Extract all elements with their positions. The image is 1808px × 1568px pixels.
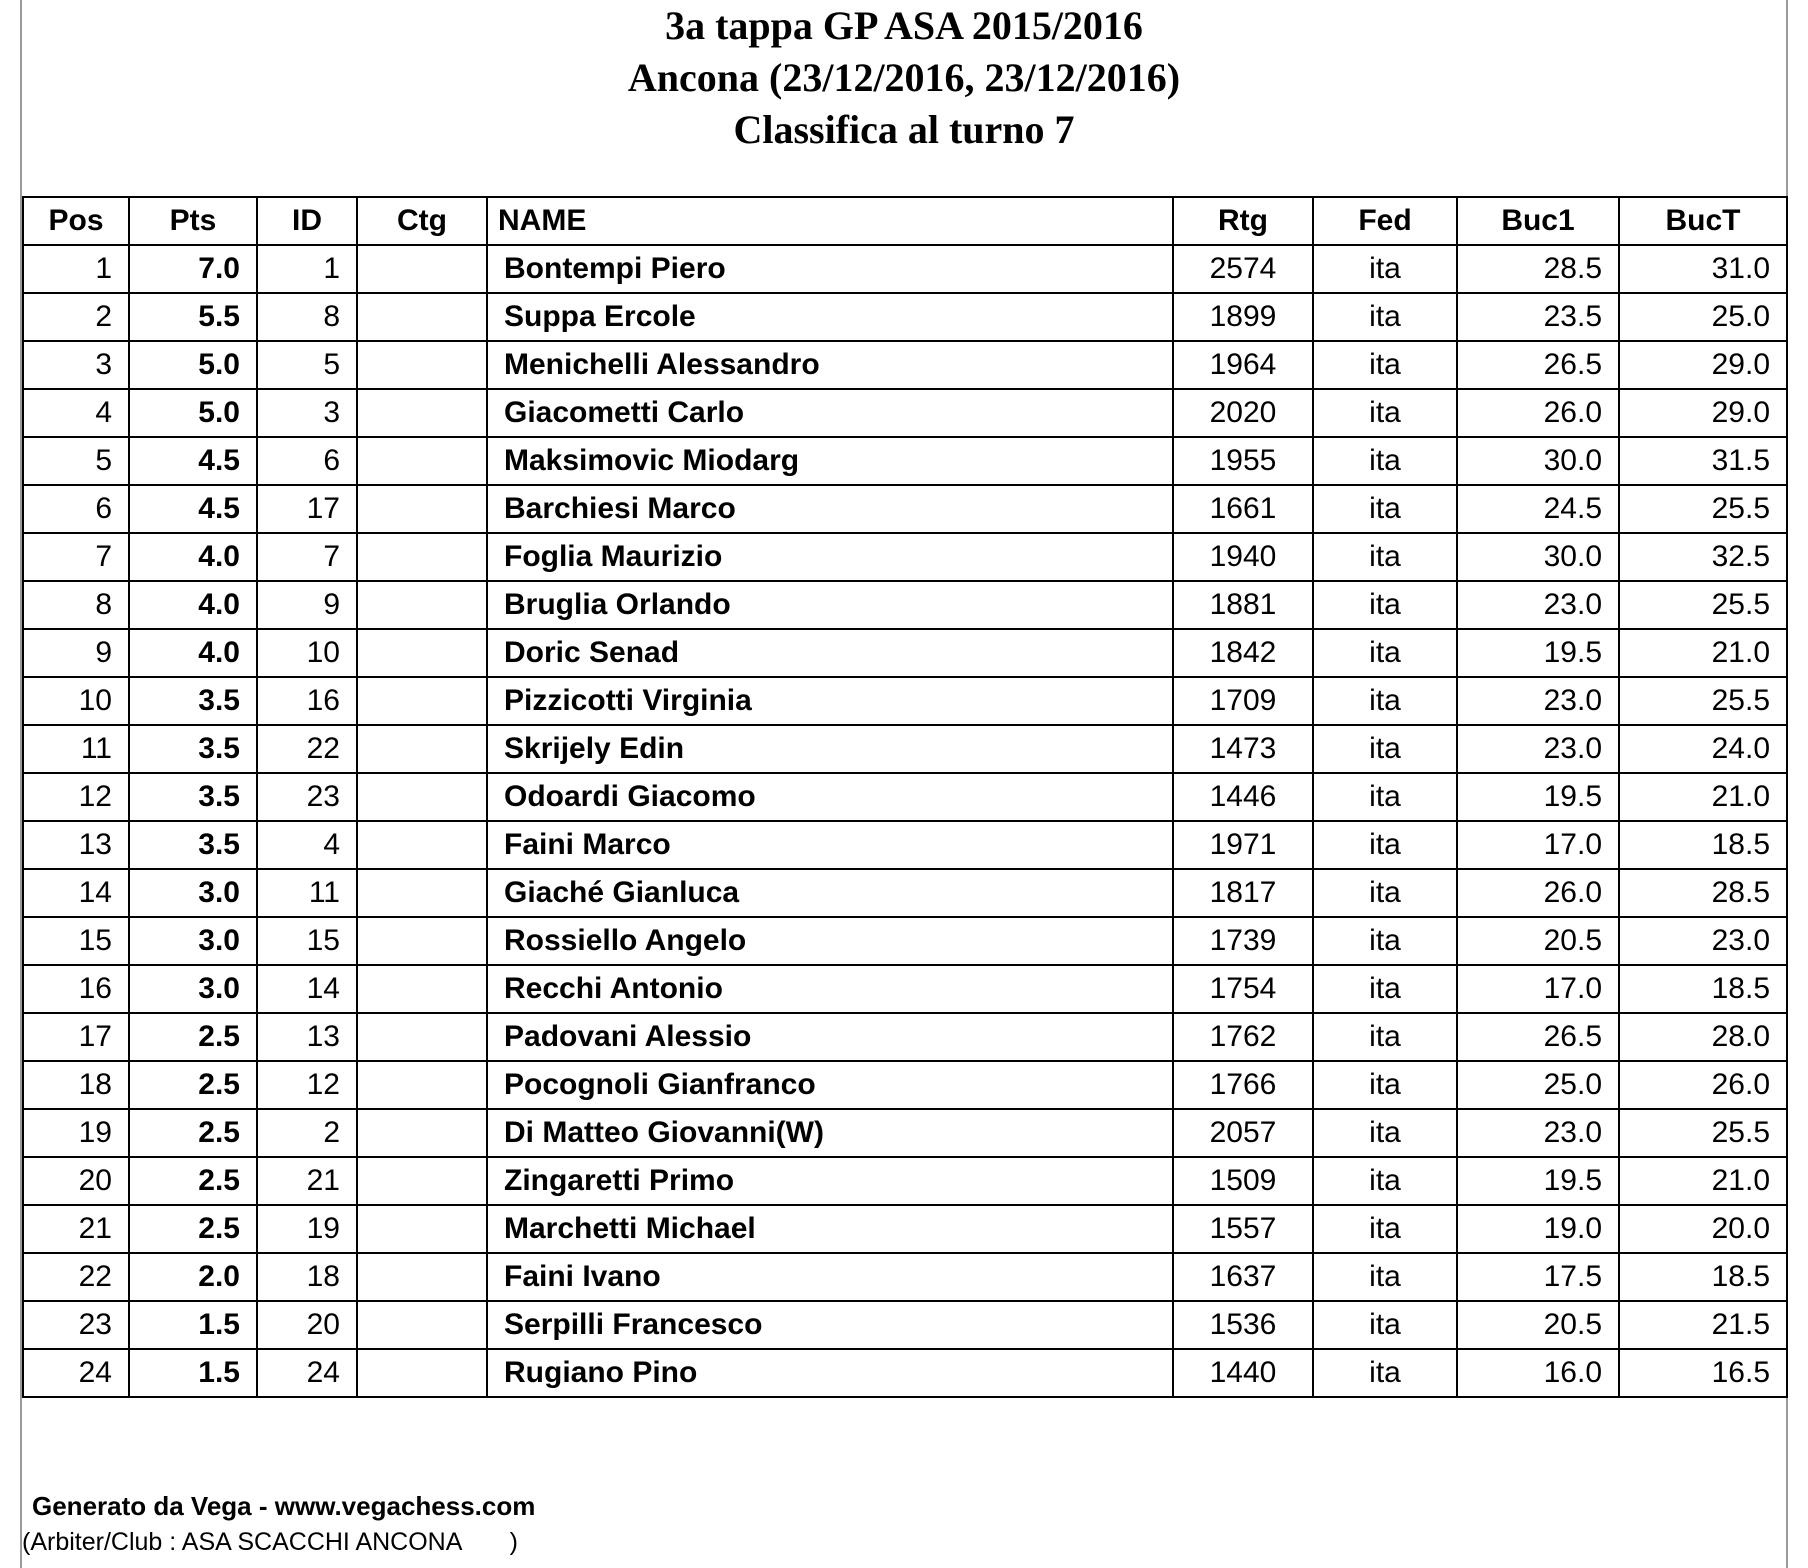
cell-name: Recchi Antonio: [487, 965, 1173, 1013]
cell-rtg: 1739: [1173, 917, 1313, 965]
cell-buct: 32.5: [1619, 533, 1787, 581]
cell-name: Bontempi Piero: [487, 245, 1173, 293]
cell-pos: 14: [23, 869, 129, 917]
table-header-row: [23, 197, 1787, 245]
cell-ctg: [357, 1301, 487, 1349]
cell-ctg: [357, 677, 487, 725]
cell-name: Faini Ivano: [487, 1253, 1173, 1301]
cell-fed: ita: [1313, 485, 1457, 533]
cell-pts: 2.5: [129, 1205, 257, 1253]
cell-pos: 19: [23, 1109, 129, 1157]
table-row: [23, 1109, 1787, 1157]
cell-buc1: 26.0: [1457, 869, 1619, 917]
cell-buc1: 19.5: [1457, 1157, 1619, 1205]
cell-buc1: 26.0: [1457, 389, 1619, 437]
cell-buct: 31.0: [1619, 245, 1787, 293]
cell-id: 23: [257, 773, 357, 821]
cell-buct: 28.0: [1619, 1013, 1787, 1061]
cell-fed: ita: [1313, 1253, 1457, 1301]
cell-rtg: 1964: [1173, 341, 1313, 389]
table-row: [23, 965, 1787, 1013]
cell-buct: 18.5: [1619, 965, 1787, 1013]
cell-name: Giacometti Carlo: [487, 389, 1173, 437]
cell-pts: 4.5: [129, 437, 257, 485]
cell-rtg: 1971: [1173, 821, 1313, 869]
cell-buct: 21.5: [1619, 1301, 1787, 1349]
cell-name: Giaché Gianluca: [487, 869, 1173, 917]
cell-pos: 11: [23, 725, 129, 773]
cell-id: 13: [257, 1013, 357, 1061]
cell-id: 1: [257, 245, 357, 293]
cell-pts: 3.0: [129, 965, 257, 1013]
cell-id: 12: [257, 1061, 357, 1109]
column-header-buc1: Buc1: [1457, 197, 1619, 245]
cell-fed: ita: [1313, 773, 1457, 821]
table-row: [23, 245, 1787, 293]
cell-pos: 10: [23, 677, 129, 725]
cell-rtg: 1754: [1173, 965, 1313, 1013]
cell-fed: ita: [1313, 581, 1457, 629]
cell-ctg: [357, 485, 487, 533]
cell-pos: 12: [23, 773, 129, 821]
column-header-rtg: Rtg: [1173, 197, 1313, 245]
table-row: [23, 629, 1787, 677]
cell-buct: 25.5: [1619, 677, 1787, 725]
cell-name: Odoardi Giacomo: [487, 773, 1173, 821]
cell-ctg: [357, 965, 487, 1013]
cell-rtg: 1817: [1173, 869, 1313, 917]
cell-pos: 15: [23, 917, 129, 965]
cell-id: 22: [257, 725, 357, 773]
cell-name: Pizzicotti Virginia: [487, 677, 1173, 725]
cell-ctg: [357, 1205, 487, 1253]
table-row: [23, 581, 1787, 629]
cell-buct: 31.5: [1619, 437, 1787, 485]
cell-id: 5: [257, 341, 357, 389]
cell-pos: 24: [23, 1349, 129, 1397]
cell-pos: 5: [23, 437, 129, 485]
cell-buc1: 19.0: [1457, 1205, 1619, 1253]
cell-fed: ita: [1313, 1061, 1457, 1109]
cell-buct: 29.0: [1619, 341, 1787, 389]
cell-fed: ita: [1313, 293, 1457, 341]
cell-rtg: 1446: [1173, 773, 1313, 821]
cell-buc1: 30.0: [1457, 533, 1619, 581]
cell-buc1: 26.5: [1457, 1013, 1619, 1061]
cell-id: 21: [257, 1157, 357, 1205]
cell-buc1: 16.0: [1457, 1349, 1619, 1397]
cell-buct: 21.0: [1619, 1157, 1787, 1205]
cell-ctg: [357, 1061, 487, 1109]
table-row: [23, 917, 1787, 965]
cell-pts: 2.0: [129, 1253, 257, 1301]
cell-fed: ita: [1313, 1301, 1457, 1349]
cell-rtg: 1881: [1173, 581, 1313, 629]
cell-fed: ita: [1313, 533, 1457, 581]
cell-buct: 25.5: [1619, 1109, 1787, 1157]
generated-by-text: Generato da Vega - www.vegachess.com: [32, 1491, 536, 1521]
cell-buc1: 20.5: [1457, 1301, 1619, 1349]
cell-ctg: [357, 245, 487, 293]
cell-buc1: 20.5: [1457, 917, 1619, 965]
cell-pts: 7.0: [129, 245, 257, 293]
table-row: [23, 533, 1787, 581]
cell-pos: 6: [23, 485, 129, 533]
cell-fed: ita: [1313, 725, 1457, 773]
arbiter-club-text: (Arbiter/Club : ASA SCACCHI ANCONA ): [22, 1528, 518, 1556]
cell-pos: 18: [23, 1061, 129, 1109]
cell-fed: ita: [1313, 869, 1457, 917]
cell-buct: 28.5: [1619, 869, 1787, 917]
cell-ctg: [357, 725, 487, 773]
cell-buct: 20.0: [1619, 1205, 1787, 1253]
cell-name: Barchiesi Marco: [487, 485, 1173, 533]
cell-rtg: 1762: [1173, 1013, 1313, 1061]
table-row: [23, 1061, 1787, 1109]
cell-id: 16: [257, 677, 357, 725]
table-row: [23, 725, 1787, 773]
cell-id: 17: [257, 485, 357, 533]
table-row: [23, 677, 1787, 725]
cell-pts: 1.5: [129, 1301, 257, 1349]
cell-ctg: [357, 1253, 487, 1301]
cell-buct: 29.0: [1619, 389, 1787, 437]
cell-buct: 25.5: [1619, 485, 1787, 533]
cell-id: 6: [257, 437, 357, 485]
cell-rtg: 2057: [1173, 1109, 1313, 1157]
cell-buc1: 23.0: [1457, 581, 1619, 629]
cell-ctg: [357, 1349, 487, 1397]
cell-buc1: 17.5: [1457, 1253, 1619, 1301]
standings-round-title: Classifica al turno 7: [733, 107, 1075, 152]
column-header-pos: Pos: [23, 197, 129, 245]
cell-ctg: [357, 293, 487, 341]
cell-id: 9: [257, 581, 357, 629]
cell-buc1: 26.5: [1457, 341, 1619, 389]
column-header-fed: Fed: [1313, 197, 1457, 245]
cell-pos: 7: [23, 533, 129, 581]
cell-fed: ita: [1313, 965, 1457, 1013]
cell-rtg: 1766: [1173, 1061, 1313, 1109]
cell-id: 10: [257, 629, 357, 677]
cell-pos: 8: [23, 581, 129, 629]
cell-name: Faini Marco: [487, 821, 1173, 869]
cell-name: Padovani Alessio: [487, 1013, 1173, 1061]
cell-ctg: [357, 821, 487, 869]
table-row: [23, 293, 1787, 341]
cell-fed: ita: [1313, 245, 1457, 293]
cell-fed: ita: [1313, 1109, 1457, 1157]
cell-fed: ita: [1313, 1205, 1457, 1253]
column-header-name: NAME: [487, 197, 1173, 245]
cell-buc1: 24.5: [1457, 485, 1619, 533]
cell-fed: ita: [1313, 677, 1457, 725]
cell-buct: 23.0: [1619, 917, 1787, 965]
cell-id: 8: [257, 293, 357, 341]
table-row: [23, 1349, 1787, 1397]
cell-rtg: 1536: [1173, 1301, 1313, 1349]
cell-name: Di Matteo Giovanni(W): [487, 1109, 1173, 1157]
cell-buct: 21.0: [1619, 629, 1787, 677]
cell-pos: 21: [23, 1205, 129, 1253]
cell-buc1: 30.0: [1457, 437, 1619, 485]
cell-buc1: 25.0: [1457, 1061, 1619, 1109]
cell-fed: ita: [1313, 437, 1457, 485]
table-row: [23, 389, 1787, 437]
cell-ctg: [357, 581, 487, 629]
cell-ctg: [357, 341, 487, 389]
cell-fed: ita: [1313, 1349, 1457, 1397]
cell-pos: 1: [23, 245, 129, 293]
column-header-ctg: Ctg: [357, 197, 487, 245]
cell-buc1: 23.0: [1457, 677, 1619, 725]
cell-pts: 4.5: [129, 485, 257, 533]
cell-name: Serpilli Francesco: [487, 1301, 1173, 1349]
cell-id: 4: [257, 821, 357, 869]
cell-pts: 3.5: [129, 677, 257, 725]
column-header-id: ID: [257, 197, 357, 245]
cell-rtg: 1955: [1173, 437, 1313, 485]
cell-buc1: 23.0: [1457, 1109, 1619, 1157]
cell-fed: ita: [1313, 917, 1457, 965]
cell-pts: 4.0: [129, 629, 257, 677]
cell-buct: 26.0: [1619, 1061, 1787, 1109]
table-row: [23, 1301, 1787, 1349]
cell-pos: 2: [23, 293, 129, 341]
cell-id: 3: [257, 389, 357, 437]
cell-pos: 17: [23, 1013, 129, 1061]
cell-ctg: [357, 629, 487, 677]
cell-id: 20: [257, 1301, 357, 1349]
cell-id: 7: [257, 533, 357, 581]
table-row: [23, 437, 1787, 485]
cell-rtg: 1709: [1173, 677, 1313, 725]
table-body: [23, 245, 1787, 1397]
cell-pos: 23: [23, 1301, 129, 1349]
cell-buc1: 17.0: [1457, 965, 1619, 1013]
cell-buc1: 19.5: [1457, 773, 1619, 821]
cell-pts: 3.0: [129, 869, 257, 917]
cell-pts: 5.0: [129, 341, 257, 389]
cell-pts: 5.5: [129, 293, 257, 341]
cell-pts: 1.5: [129, 1349, 257, 1397]
cell-pos: 16: [23, 965, 129, 1013]
cell-pos: 9: [23, 629, 129, 677]
cell-pts: 2.5: [129, 1157, 257, 1205]
cell-name: Skrijely Edin: [487, 725, 1173, 773]
cell-ctg: [357, 533, 487, 581]
standings-table: [22, 196, 1788, 1398]
tournament-location-dates: Ancona (23/12/2016, 23/12/2016): [627, 55, 1181, 100]
cell-rtg: 1509: [1173, 1157, 1313, 1205]
cell-pts: 2.5: [129, 1013, 257, 1061]
cell-fed: ita: [1313, 341, 1457, 389]
cell-pos: 20: [23, 1157, 129, 1205]
cell-id: 19: [257, 1205, 357, 1253]
cell-buc1: 17.0: [1457, 821, 1619, 869]
cell-id: 24: [257, 1349, 357, 1397]
table-row: [23, 341, 1787, 389]
cell-name: Doric Senad: [487, 629, 1173, 677]
cell-name: Maksimovic Miodarg: [487, 437, 1173, 485]
table-row: [23, 1013, 1787, 1061]
cell-buct: 25.5: [1619, 581, 1787, 629]
cell-ctg: [357, 389, 487, 437]
cell-ctg: [357, 437, 487, 485]
cell-buct: 18.5: [1619, 1253, 1787, 1301]
cell-name: Foglia Maurizio: [487, 533, 1173, 581]
cell-buct: 18.5: [1619, 821, 1787, 869]
footer: [22, 1488, 535, 1560]
cell-pts: 3.5: [129, 821, 257, 869]
cell-buc1: 28.5: [1457, 245, 1619, 293]
table-row: [23, 1205, 1787, 1253]
cell-rtg: 1661: [1173, 485, 1313, 533]
cell-rtg: 1899: [1173, 293, 1313, 341]
table-row: [23, 869, 1787, 917]
cell-pts: 4.0: [129, 581, 257, 629]
tournament-title: 3a tappa GP ASA 2015/2016: [665, 3, 1143, 48]
page-title: [0, 0, 1808, 156]
cell-id: 18: [257, 1253, 357, 1301]
cell-name: Bruglia Orlando: [487, 581, 1173, 629]
cell-pos: 4: [23, 389, 129, 437]
cell-ctg: [357, 869, 487, 917]
cell-ctg: [357, 1013, 487, 1061]
cell-pos: 13: [23, 821, 129, 869]
column-header-buct: BucT: [1619, 197, 1787, 245]
cell-pts: 3.5: [129, 725, 257, 773]
cell-pts: 3.0: [129, 917, 257, 965]
cell-id: 11: [257, 869, 357, 917]
cell-pts: 3.5: [129, 773, 257, 821]
cell-ctg: [357, 917, 487, 965]
cell-name: Zingaretti Primo: [487, 1157, 1173, 1205]
cell-buct: 25.0: [1619, 293, 1787, 341]
cell-name: Suppa Ercole: [487, 293, 1173, 341]
cell-rtg: 1440: [1173, 1349, 1313, 1397]
cell-rtg: 1842: [1173, 629, 1313, 677]
cell-buc1: 19.5: [1457, 629, 1619, 677]
cell-id: 2: [257, 1109, 357, 1157]
cell-ctg: [357, 1157, 487, 1205]
cell-pos: 3: [23, 341, 129, 389]
cell-name: Rugiano Pino: [487, 1349, 1173, 1397]
cell-pts: 2.5: [129, 1061, 257, 1109]
cell-rtg: 2574: [1173, 245, 1313, 293]
column-header-pts: Pts: [129, 197, 257, 245]
cell-pts: 5.0: [129, 389, 257, 437]
table-row: [23, 821, 1787, 869]
cell-name: Rossiello Angelo: [487, 917, 1173, 965]
cell-rtg: 1473: [1173, 725, 1313, 773]
cell-buc1: 23.5: [1457, 293, 1619, 341]
cell-buct: 21.0: [1619, 773, 1787, 821]
cell-name: Marchetti Michael: [487, 1205, 1173, 1253]
cell-name: Pocognoli Gianfranco: [487, 1061, 1173, 1109]
cell-ctg: [357, 1109, 487, 1157]
cell-buct: 24.0: [1619, 725, 1787, 773]
cell-buc1: 23.0: [1457, 725, 1619, 773]
cell-buct: 16.5: [1619, 1349, 1787, 1397]
cell-rtg: 1940: [1173, 533, 1313, 581]
cell-fed: ita: [1313, 1157, 1457, 1205]
cell-fed: ita: [1313, 821, 1457, 869]
table-row: [23, 1253, 1787, 1301]
cell-fed: ita: [1313, 1013, 1457, 1061]
cell-fed: ita: [1313, 629, 1457, 677]
table-row: [23, 485, 1787, 533]
table-row: [23, 773, 1787, 821]
cell-rtg: 1637: [1173, 1253, 1313, 1301]
cell-fed: ita: [1313, 389, 1457, 437]
table-row: [23, 1157, 1787, 1205]
cell-name: Menichelli Alessandro: [487, 341, 1173, 389]
cell-id: 14: [257, 965, 357, 1013]
cell-ctg: [357, 773, 487, 821]
cell-pts: 4.0: [129, 533, 257, 581]
cell-pts: 2.5: [129, 1109, 257, 1157]
cell-rtg: 1557: [1173, 1205, 1313, 1253]
cell-id: 15: [257, 917, 357, 965]
cell-rtg: 2020: [1173, 389, 1313, 437]
cell-pos: 22: [23, 1253, 129, 1301]
